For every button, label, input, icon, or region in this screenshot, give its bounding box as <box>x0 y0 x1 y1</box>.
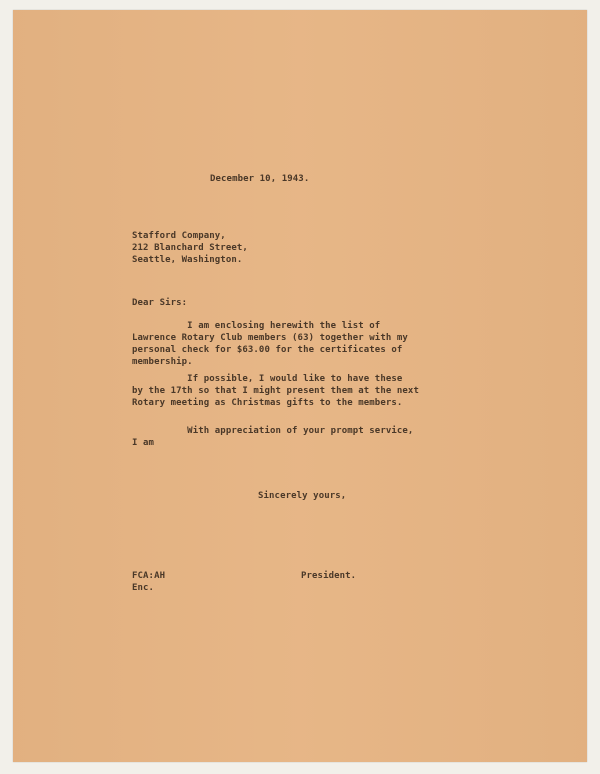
letter-page <box>13 10 587 762</box>
paragraph-line: Rotary meeting as Christmas gifts to the members. <box>132 398 403 408</box>
address-line: Stafford Company, <box>132 231 226 241</box>
paragraph-line: Lawrence Rotary Club members (63) together with my <box>132 333 408 343</box>
initials-line: FCA:AH <box>132 571 166 581</box>
paragraph-line: personal check for $63.00 for the certificates of <box>132 345 403 355</box>
paragraph-line: I am enclosing herewith the list of <box>132 321 381 331</box>
address-line: 212 Blanchard Street, <box>132 243 248 253</box>
enclosure-line: Enc. <box>132 583 155 593</box>
paragraph-line: With appreciation of your prompt service, <box>132 426 414 436</box>
salutation: Dear Sirs: <box>132 298 188 308</box>
paragraph-line: If possible, I would like to have these <box>132 374 403 384</box>
complimentary-closing: Sincerely yours, <box>258 491 347 501</box>
paragraph-line: membership. <box>132 357 193 367</box>
body-paragraph-1 <box>132 320 408 368</box>
paragraph-line: by the 17th so that I might present them at the next <box>132 386 419 396</box>
signature-title: President. <box>301 571 357 581</box>
paragraph-line: I am <box>132 438 155 448</box>
letter-date: December 10, 1943. <box>210 174 310 184</box>
body-paragraph-3 <box>132 425 413 449</box>
recipient-address <box>132 230 248 266</box>
reference-initials <box>132 570 165 594</box>
body-paragraph-2 <box>132 373 419 409</box>
address-line: Seattle, Washington. <box>132 255 243 265</box>
